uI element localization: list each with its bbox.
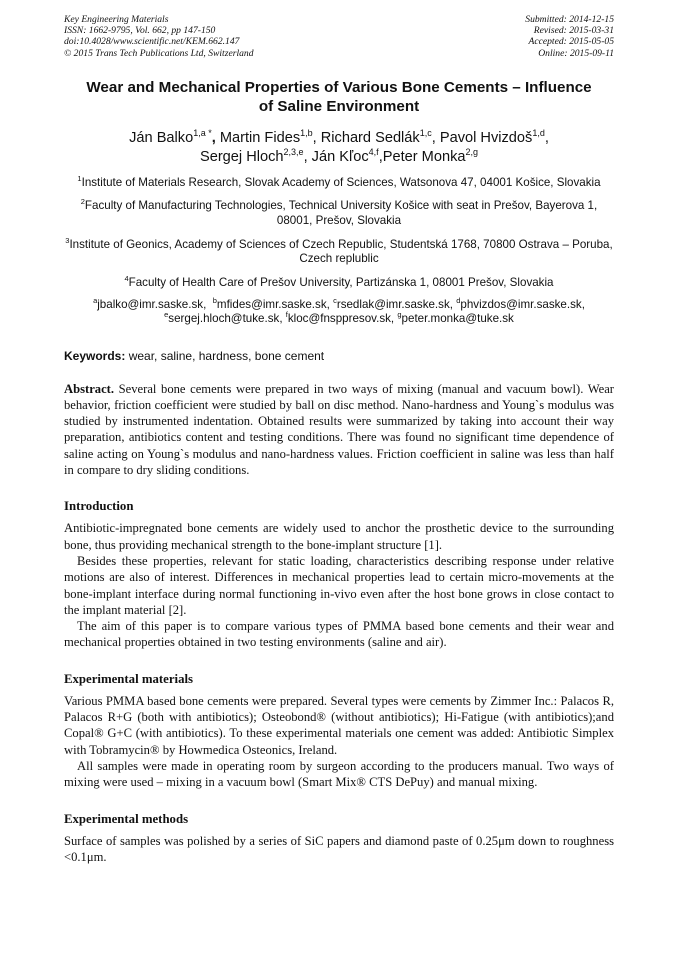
copyright: © 2015 Trans Tech Publications Ltd, Switzerland [64, 47, 254, 59]
author-name: Pavol Hvizdoš [439, 129, 533, 146]
author-sup: 1,b [300, 127, 313, 138]
journal-header [64, 14, 614, 59]
intro-paragraph-2: Besides these properties, relevant for static loading, characteristics describing response under relative motions are also of interest. Differences in mechanical properties lead to certain micro-movements at the bone-implant interface during normal functioning in-vivo even after the host bone grows in close contact to the implant material [2]. [64, 553, 614, 617]
affiliation-text: Faculty of Manufacturing Technologies, Technical University Košice with seat in Prešov, Bayerova 1, 08001, Prešov, Slovakia [84, 199, 598, 227]
author-sup: 1,c [419, 127, 432, 138]
email-link[interactable]: peter.monka@tuke.sk [401, 311, 514, 325]
affiliation-number: 3 [65, 235, 70, 245]
email-link[interactable]: jbalko@imr.saske.sk [97, 298, 204, 312]
affiliation-number: 2 [80, 197, 85, 207]
abstract-label: Abstract. [64, 381, 115, 396]
accepted-date: Accepted: 2015-05-05 [528, 36, 614, 48]
affiliation-1 [64, 173, 614, 191]
author-sup: 4,f [368, 146, 379, 157]
email-link[interactable]: kloc@fnsppresov.sk [287, 311, 391, 325]
revised-date: Revised: 2015-03-31 [533, 25, 614, 37]
author-name: Peter Monka [382, 148, 466, 165]
email-link[interactable]: phvizdos@imr.saske.sk [460, 298, 582, 312]
email-sup: a [93, 296, 98, 306]
email-sup: f [285, 310, 288, 320]
doi: doi:10.4028/www.scientific.net/KEM.662.147 [64, 36, 240, 48]
affiliation-text: Institute of Materials Research, Slovak Academy of Sciences, Watsonova 47, 04001 Košice, Slovakia [81, 175, 601, 189]
online-date: Online: 2015-09-11 [538, 47, 614, 59]
author-name: Richard Sedlák [320, 129, 420, 146]
keywords-label: Keywords: [64, 348, 126, 363]
abstract-text: Several bone cements were prepared in two ways of mixing (manual and vacuum bowl). Wear behavior, friction coefficient were studied by ball on disc method. Nano-hardness and Young`s modulus was studied by instrumented indentation. Obtained results were summarized by taking into account their way preparation, antibiotics content and testing conditions. There was found no significant time dependence of saline acting on Young`s modulus and nano-hardness values. Friction coefficient in saline was less than half in compare to dry sliding conditions. [64, 381, 614, 478]
email-link[interactable]: sergej.hloch@tuke.sk [168, 311, 280, 325]
materials-paragraph-1: Various PMMA based bone cements were prepared. Several types were cements by Zimmer Inc.: Palacos R, Palacos R+G (both with antibiotics); Osteobond® (without antibiotics); Hi-Fatigue (with antibiotics);and Copal® G+C (with antibiotics). To these experimental materials one cement was added: Antibiotic Simplex with Tobramycin® by Howmedica Osteonics, Ireland. [64, 693, 614, 757]
author-sup: 1,d [532, 127, 545, 138]
affiliation-4 [64, 273, 614, 291]
email-sup: c [333, 296, 337, 306]
journal-name: Key Engineering Materials [64, 14, 169, 25]
affiliation-text: Faculty of Health Care of Prešov University, Partizánska 1, 08001 Prešov, Slovakia [128, 275, 554, 289]
title-line-2: of Saline Environment [258, 97, 420, 115]
intro-paragraph-1: Antibiotic-impregnated bone cements are widely used to anchor the prosthetic device to the surrounding bone, thus providing mechanical strength to the bone-implant structure [1]. [64, 521, 614, 552]
title-line-1: Wear and Mechanical Properties of Various Bone Cements – Influence [86, 78, 592, 96]
email-sup: d [456, 296, 461, 306]
authors-line-2: Sergej Hloch$^{2,3,e}$, Ján Kľoc$^{4,f}$,Peter Monka$^{2,g}$ [199, 146, 479, 165]
intro-paragraph-3: The aim of this paper is to compare various types of PMMA based bone cements and their wear and mechanical properties obtained in two testing environments (saline and air). [64, 619, 614, 650]
submitted-date: Submitted: 2014-12-15 [525, 14, 614, 25]
email-sup: g [397, 310, 402, 320]
paper-title [64, 78, 614, 116]
email-list [64, 298, 614, 325]
affiliation-3 [64, 235, 614, 267]
section-heading-materials: Experimental materials [64, 671, 194, 686]
abstract [64, 381, 614, 479]
author-sup: 1,a * [193, 127, 212, 138]
materials-paragraph-2: All samples were made in operating room by surgeon according to the producers manual. Two ways of mixing were used – mixing in a vacuum bowl (Smart Mix® CTS DePuy) and manual mixing. [64, 758, 614, 790]
emails-line-1: $^a$jbalko@imr.saske.sk, $^b$mfides@imr.saske.sk, $^c$rsedlak@imr.saske.sk, $^d$phvizdos@imr.saske.sk, [93, 296, 585, 312]
affiliation-number: 1 [77, 173, 82, 183]
affiliation-number: 4 [124, 273, 129, 283]
author-name: Ján Kľoc [311, 148, 369, 165]
author-sup: 2,3,e [283, 146, 304, 157]
author-name: Sergej Hloch [199, 148, 284, 165]
author-sup: 2,g [465, 146, 479, 157]
journal-info [64, 14, 254, 59]
issn: ISSN: 1662-9795, Vol. 662, pp 147-150 [64, 25, 216, 37]
affiliation-2 [64, 199, 614, 228]
dates-info [525, 14, 614, 59]
paper-page [64, 14, 614, 865]
author-name: Martin Fides [219, 129, 301, 146]
emails-line-2: $^e$sergej.hloch@tuke.sk, $^f$kloc@fnsppresov.sk, $^g$peter.monka@tuke.sk [164, 310, 514, 325]
keywords [64, 349, 614, 363]
author-list [64, 129, 614, 167]
authors-line-1: Ján Balko$^{1,a *}$, Martin Fides$^{1,b}$, Richard Sedlák$^{1,c}$, Pavol Hvizdoš$^{1,d}$, [129, 127, 549, 146]
keywords-text: wear, saline, hardness, bone cement [125, 348, 325, 363]
section-heading-introduction: Introduction [64, 499, 134, 514]
email-link[interactable]: rsedlak@imr.saske.sk [336, 298, 450, 312]
section-heading-methods: Experimental methods [64, 811, 189, 826]
methods-paragraph-1: Surface of samples was polished by a series of SiC papers and diamond paste of 0.25μm down to roughness <0.1μm. [64, 833, 614, 864]
affiliation-text: Institute of Geonics, Academy of Sciences of Czech Republic, Studentská 1768, 70800 Ostrava – Poruba, Czech replublic [69, 237, 613, 266]
email-sup: b [212, 296, 217, 306]
author-name: Ján Balko [129, 129, 194, 146]
email-link[interactable]: mfides@imr.saske.sk [216, 298, 327, 312]
email-sup: e [164, 310, 169, 320]
